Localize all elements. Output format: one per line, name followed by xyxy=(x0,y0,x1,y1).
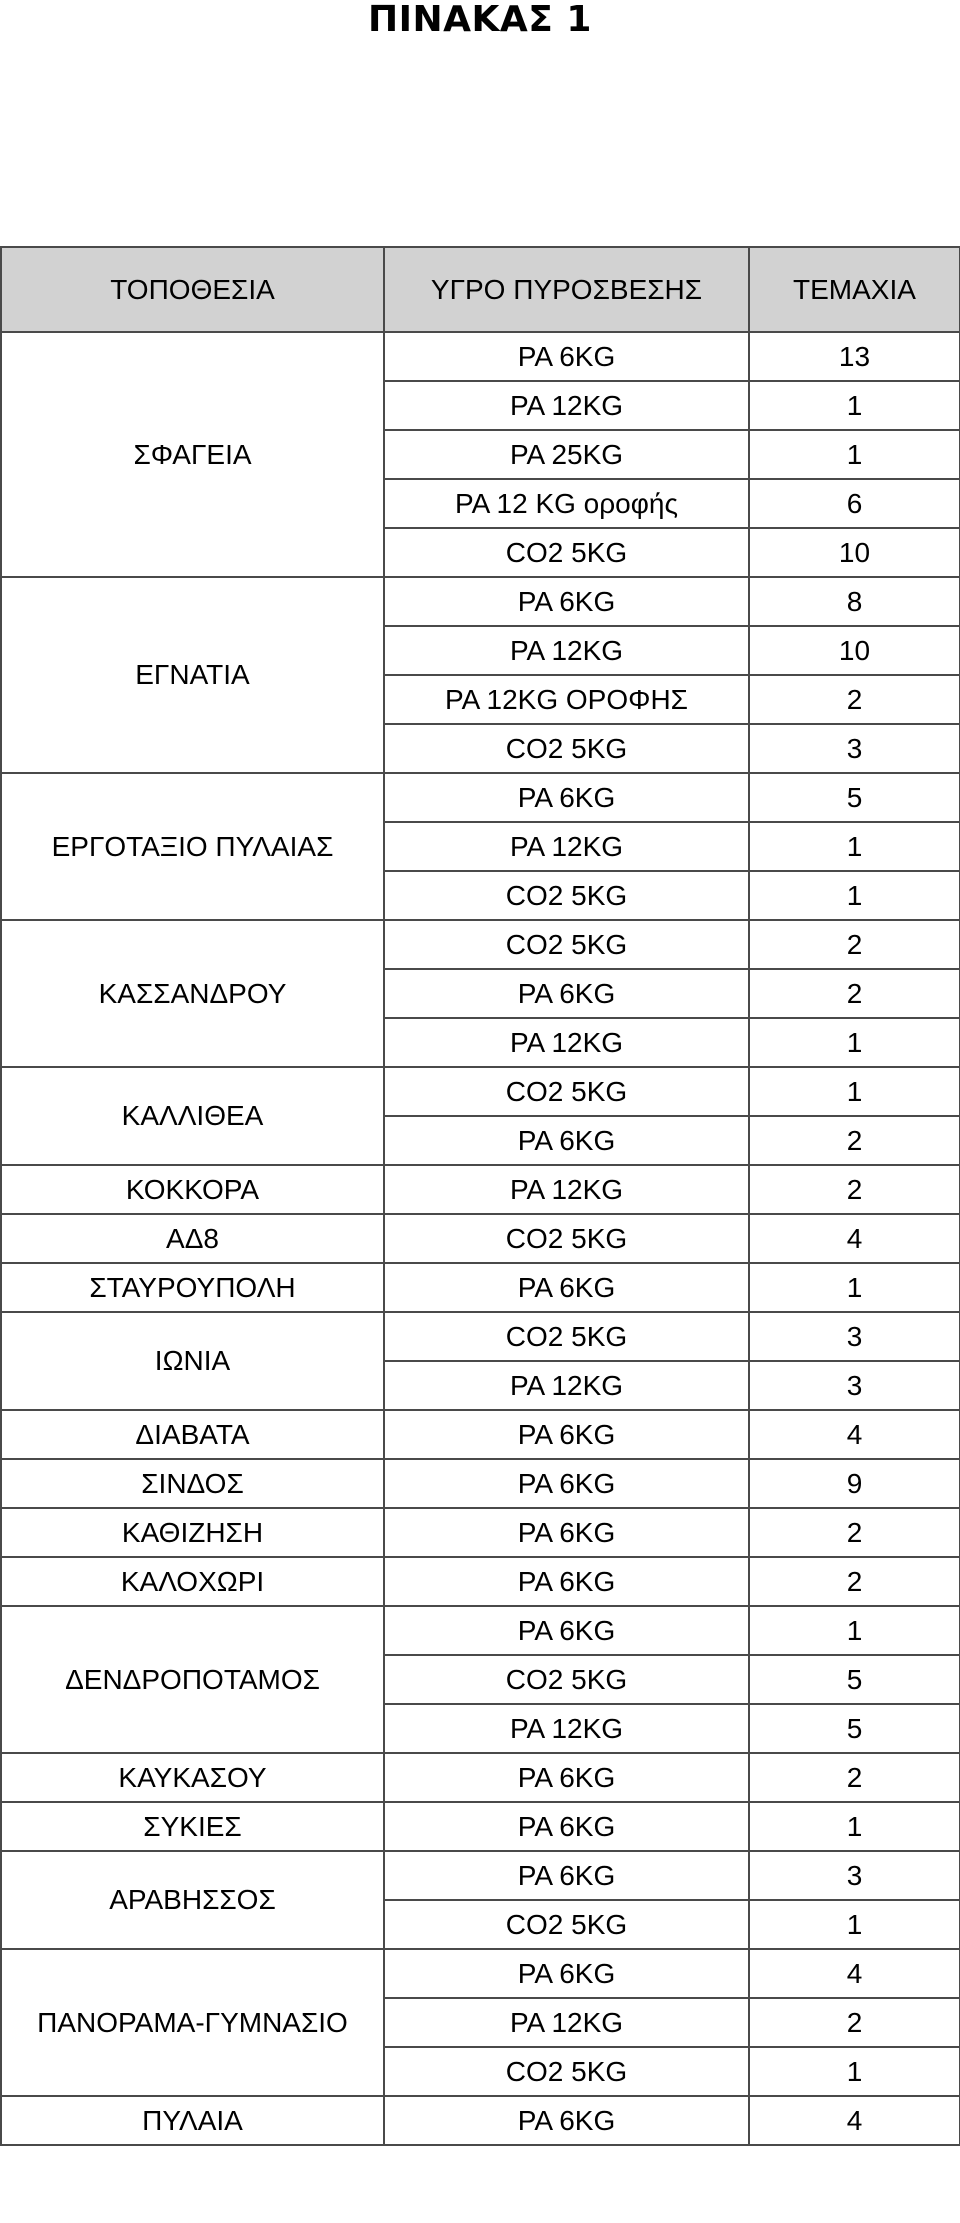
location-cell: ΠΥΛΑΙΑ xyxy=(1,2096,384,2145)
quantity-cell: 1 xyxy=(749,822,960,871)
location-cell: ΣΦΑΓΕΙΑ xyxy=(1,332,384,577)
extinguisher-type-cell: PA 6KG xyxy=(384,969,749,1018)
extinguisher-type-cell: PA 6KG xyxy=(384,1508,749,1557)
header-row xyxy=(1,247,960,332)
quantity-cell: 9 xyxy=(749,1459,960,1508)
quantity-cell: 1 xyxy=(749,430,960,479)
quantity-cell: 4 xyxy=(749,2096,960,2145)
table-row xyxy=(1,1165,960,1214)
extinguisher-type-cell: CO2 5KG xyxy=(384,1655,749,1704)
table-row xyxy=(1,1312,960,1361)
quantity-cell: 10 xyxy=(749,626,960,675)
table-row xyxy=(1,1067,960,1116)
extinguisher-type-cell: PA 25KG xyxy=(384,430,749,479)
extinguisher-type-cell: PA 12KG xyxy=(384,381,749,430)
quantity-cell: 4 xyxy=(749,1949,960,1998)
quantity-cell: 1 xyxy=(749,2047,960,2096)
location-cell: ΚΑΛΟΧΩΡΙ xyxy=(1,1557,384,1606)
quantity-cell: 2 xyxy=(749,1116,960,1165)
quantity-cell: 4 xyxy=(749,1214,960,1263)
quantity-cell: 3 xyxy=(749,724,960,773)
location-cell: ΔΙΑΒΑΤΑ xyxy=(1,1410,384,1459)
quantity-cell: 2 xyxy=(749,1998,960,2047)
table-row xyxy=(1,1214,960,1263)
extinguisher-type-cell: CO2 5KG xyxy=(384,1312,749,1361)
extinguisher-type-cell: CO2 5KG xyxy=(384,1900,749,1949)
location-cell: ΕΡΓΟΤΑΞΙΟ ΠΥΛΑΙΑΣ xyxy=(1,773,384,920)
table-row xyxy=(1,920,960,969)
location-cell: ΑΡΑΒΗΣΣΟΣ xyxy=(1,1851,384,1949)
table-header xyxy=(1,247,960,332)
quantity-cell: 1 xyxy=(749,871,960,920)
location-cell: ΔΕΝΔΡΟΠΟΤΑΜΟΣ xyxy=(1,1606,384,1753)
extinguisher-type-cell: PA 6KG xyxy=(384,1116,749,1165)
extinguisher-type-cell: PA 6KG xyxy=(384,1753,749,1802)
extinguisher-type-cell: PA 6KG xyxy=(384,1949,749,1998)
header-extinguisher: ΥΓΡΟ ΠΥΡΟΣΒΕΣΗΣ xyxy=(384,247,749,332)
quantity-cell: 5 xyxy=(749,1704,960,1753)
quantity-cell: 1 xyxy=(749,1900,960,1949)
extinguisher-type-cell: PA 6KG xyxy=(384,1410,749,1459)
table-row xyxy=(1,1753,960,1802)
location-cell: ΙΩΝΙΑ xyxy=(1,1312,384,1410)
table-row xyxy=(1,1949,960,1998)
quantity-cell: 2 xyxy=(749,1557,960,1606)
quantity-cell: 2 xyxy=(749,920,960,969)
table-row xyxy=(1,1459,960,1508)
quantity-cell: 5 xyxy=(749,1655,960,1704)
extinguisher-type-cell: PA 6KG xyxy=(384,2096,749,2145)
header-quantity: ΤΕΜΑΧΙΑ xyxy=(749,247,960,332)
extinguisher-type-cell: PA 6KG xyxy=(384,773,749,822)
extinguisher-type-cell: PA 6KG xyxy=(384,1851,749,1900)
extinguisher-type-cell: PA 6KG xyxy=(384,1802,749,1851)
extinguisher-type-cell: CO2 5KG xyxy=(384,528,749,577)
table-row xyxy=(1,577,960,626)
extinguisher-type-cell: CO2 5KG xyxy=(384,871,749,920)
location-cell: ΑΔ8 xyxy=(1,1214,384,1263)
quantity-cell: 1 xyxy=(749,1263,960,1312)
table-body xyxy=(1,332,960,2145)
quantity-cell: 1 xyxy=(749,1018,960,1067)
quantity-cell: 3 xyxy=(749,1312,960,1361)
extinguisher-type-cell: PA 12KG ΟΡΟΦΗΣ xyxy=(384,675,749,724)
quantity-cell: 2 xyxy=(749,1753,960,1802)
table-row xyxy=(1,2096,960,2145)
extinguisher-type-cell: PA 12KG xyxy=(384,1165,749,1214)
extinguisher-type-cell: PA 12KG xyxy=(384,1361,749,1410)
quantity-cell: 6 xyxy=(749,479,960,528)
location-cell: ΚΟΚΚΟΡΑ xyxy=(1,1165,384,1214)
location-cell: ΣΤΑΥΡΟΥΠΟΛΗ xyxy=(1,1263,384,1312)
extinguisher-type-cell: CO2 5KG xyxy=(384,724,749,773)
quantity-cell: 8 xyxy=(749,577,960,626)
table-row xyxy=(1,1508,960,1557)
quantity-cell: 13 xyxy=(749,332,960,381)
location-cell: ΚΑΘΙΖΗΣΗ xyxy=(1,1508,384,1557)
extinguisher-type-cell: PA 12KG xyxy=(384,626,749,675)
extinguisher-type-cell: CO2 5KG xyxy=(384,920,749,969)
header-location: ΤΟΠΟΘΕΣΙΑ xyxy=(1,247,384,332)
extinguisher-type-cell: PA 12KG xyxy=(384,822,749,871)
extinguisher-table xyxy=(0,246,960,2146)
table-row xyxy=(1,1851,960,1900)
quantity-cell: 10 xyxy=(749,528,960,577)
extinguisher-type-cell: PA 6KG xyxy=(384,1263,749,1312)
location-cell: ΕΓΝΑΤΙΑ xyxy=(1,577,384,773)
table-row xyxy=(1,1410,960,1459)
quantity-cell: 5 xyxy=(749,773,960,822)
extinguisher-type-cell: PA 6KG xyxy=(384,1557,749,1606)
extinguisher-type-cell: PA 6KG xyxy=(384,1606,749,1655)
extinguisher-type-cell: CO2 5KG xyxy=(384,1067,749,1116)
location-cell: ΚΑΥΚΑΣΟΥ xyxy=(1,1753,384,1802)
quantity-cell: 2 xyxy=(749,1165,960,1214)
quantity-cell: 1 xyxy=(749,381,960,430)
location-cell: ΚΑΣΣΑΝΔΡΟΥ xyxy=(1,920,384,1067)
table-row xyxy=(1,1606,960,1655)
extinguisher-type-cell: CO2 5KG xyxy=(384,2047,749,2096)
extinguisher-table-container xyxy=(0,246,960,2146)
location-cell: ΣΙΝΔΟΣ xyxy=(1,1459,384,1508)
quantity-cell: 3 xyxy=(749,1851,960,1900)
table-row xyxy=(1,1263,960,1312)
quantity-cell: 2 xyxy=(749,969,960,1018)
table-row xyxy=(1,773,960,822)
page-title: ΠΙΝΑΚΑΣ 1 xyxy=(368,0,592,40)
extinguisher-type-cell: PA 6KG xyxy=(384,577,749,626)
extinguisher-type-cell: PA 12KG xyxy=(384,1704,749,1753)
location-cell: ΚΑΛΛΙΘΕΑ xyxy=(1,1067,384,1165)
quantity-cell: 1 xyxy=(749,1802,960,1851)
location-cell: ΣΥΚΙΕΣ xyxy=(1,1802,384,1851)
extinguisher-type-cell: PA 6KG xyxy=(384,332,749,381)
extinguisher-type-cell: PA 12KG xyxy=(384,1018,749,1067)
quantity-cell: 1 xyxy=(749,1606,960,1655)
table-row xyxy=(1,1802,960,1851)
extinguisher-type-cell: PA 12 KG οροφής xyxy=(384,479,749,528)
extinguisher-type-cell: PA 6KG xyxy=(384,1459,749,1508)
extinguisher-type-cell: PA 12KG xyxy=(384,1998,749,2047)
extinguisher-type-cell: CO2 5KG xyxy=(384,1214,749,1263)
quantity-cell: 3 xyxy=(749,1361,960,1410)
location-cell: ΠΑΝΟΡΑΜΑ-ΓΥΜΝΑΣΙΟ xyxy=(1,1949,384,2096)
table-row xyxy=(1,332,960,381)
quantity-cell: 2 xyxy=(749,675,960,724)
quantity-cell: 1 xyxy=(749,1067,960,1116)
quantity-cell: 2 xyxy=(749,1508,960,1557)
quantity-cell: 4 xyxy=(749,1410,960,1459)
table-row xyxy=(1,1557,960,1606)
